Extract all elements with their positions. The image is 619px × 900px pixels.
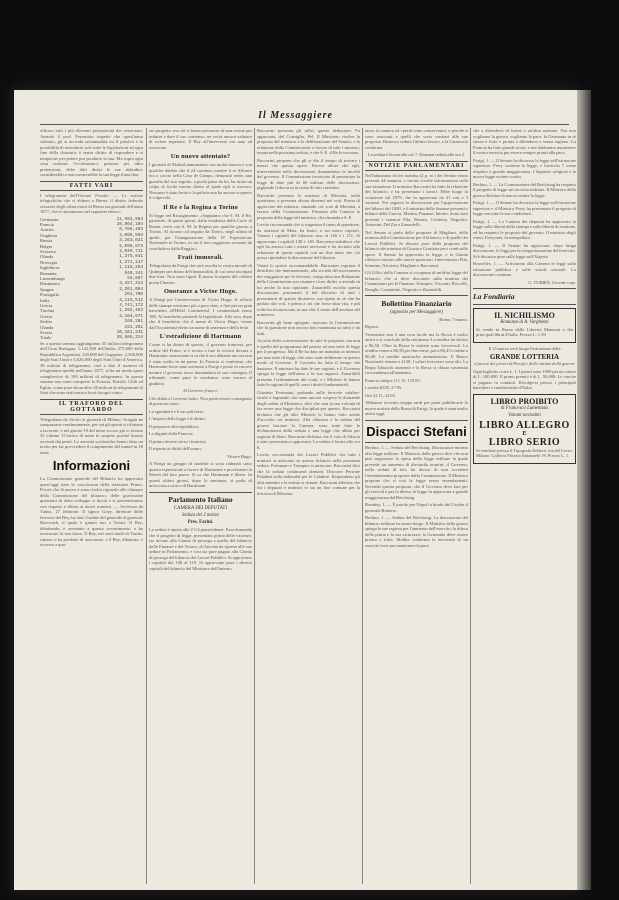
governo-list-item: L'impero della legge e il diritto; xyxy=(149,416,206,421)
fatti-vari-text: I telegrammi dell'Unione Postale. — Le notizie telegrafiche che si ebbero a Berna, il diritto federale svizzero degli affari esteri di Berna sui giornali dell'anno 1877, che si riassumono nel seguente elenco: xyxy=(40,192,143,214)
nichilismo-author: Romanzo di A. Varghenzi xyxy=(500,319,549,325)
informazioni-text: La Commissione generale del Bilancio ha approvato quest'oggi tutte le conclusioni della relazione Primo. Perciò che di nuovo è stato risolto riguardo alle chiusure della Commissione del bilancio, delle gravissime questioni di detto sviluppo si dovrà e si presenteranno con rispetto e difesa ai nuovi ministri. — Scrivono da Tunisi, 27 febbraio: Il signor Gozy, direttore delle ferrovie del Bey, ha dato l'ordine del generale al generale Baccouch, il quale è giunto ieri a Tunisi. Il Bey, dibattendo, è avvenuto a questo avvenimento, e ha assicurato la sua forza. Il Bey, nei suoi modi di Tunisi, rimase si ha predetto di assicurare, e il Bey, dibattuto, è avverso a qua- xyxy=(40,476,143,548)
stats-country: Danimarca xyxy=(40,281,61,287)
column-2 xyxy=(149,128,252,884)
stats-country: Norvegia xyxy=(40,259,58,265)
governo-list-item: Lo sgomberò e il suo più forte; xyxy=(149,408,205,414)
stats-country: Francia xyxy=(40,221,54,227)
stats-country: Serbia xyxy=(40,319,52,325)
traforo-heading: IL TRAFORO DEL GOTTARDO xyxy=(40,399,143,415)
notizie-text: Nell'adunanza di ieri mattina (2 p. m.) dei Senato erano presenti 44 senatori, e furono rivolte informazioni sulla sua situazione. Il ministro Baccarini ha fatto la relazione del bilancio, e ha presentato i lavori. Ebbe luogo la votazione sul 1879, che fu approvato da 41 voti e 3 contrari. Poi seguiva la discussione per l'approvazione dei bilanci del 1880, e il ministro delle finanze presentò i bilanci della Guerra, Marina, Finanze, Interni. Sono stati presenti i senatori Pila, Romeo, Corbetta, Negrotto, Antonini, Del Zio e Zanardelli. xyxy=(365,172,468,227)
lotteria-intro: Il 15 marzo avrà luogo l'estrazione della xyxy=(488,345,561,351)
stats-country: Russia xyxy=(40,238,53,244)
col3-p7: Accetta della conversazione di tutte le proposte, ma non è quello del programma del partito ad una serie di leggi per il progresso. Ma il Re ha dato un mandato ai ministri per una serie di leggi, che sono state deliberate in questo modo al Governo. Il Governo ha fatto il tempo che bastasse. Il ministro ha dato le sue ragioni, e il Governo spiega la legge dell'anno e le sue ragioni. Zanardelli presenta l'ordinamento dei conti, e i Ministri lo hanno fatto le ragioni di quelli, sono i diritti fondamentali. xyxy=(257,338,360,387)
stats-country: Portogallo xyxy=(40,292,60,298)
stats-country: Austria xyxy=(40,227,54,233)
riposo-label: Riposo. xyxy=(365,324,380,330)
stats-value: 53,667 xyxy=(127,275,143,281)
informazioni-heading: Informazioni xyxy=(52,458,131,474)
bollettino-heading: Bollettino Finanziario xyxy=(381,298,452,308)
governo-list xyxy=(149,396,252,452)
col5-p7: Bruxelles, 1. — Arrivarono alla Camera le leggi sulla istruzione pubblica e sulle scuole normali. La discussione continua. xyxy=(473,261,576,277)
parlamento-heading: Parlamento Italiano xyxy=(168,495,233,505)
notizie-heading: NOTIZIE PARLAMENTARI xyxy=(365,161,468,171)
col4-top: tasse, la camera ed i periti sono conservatori, e perchè si sono associati a quelli che sono contrari alle sue proposte. Rimossa seduta l'ultimo lavoro, e la Camera la conferma. xyxy=(365,128,468,150)
stats-value: 2,049,711 xyxy=(119,248,143,254)
stats-value: 191,251 xyxy=(124,324,143,330)
governo-list-item: Il prepotere alla repubblica; xyxy=(149,423,199,429)
stats-country: Grecia xyxy=(40,313,53,319)
col3-p2: Baccarini propone che gli si dia il tempo di trovare i mezzi che questa opere. Pareva allora che egli, intervenendo nella discussione, domandasse la facoltà del governo. Il Commissione incaricato di presentare la legge di dare più di 60 milioni delle discussioni, pigliando il discorso in istato di tutti i membri. xyxy=(257,157,360,190)
column-3 xyxy=(257,128,360,884)
col3-p9: Lovito raccomanda dai Lavori Pubblici che tutti i ministri si uniscano su questo bilancio nella prossima seduta. Fortunato e Trompeo si uniscono. Baccarini dice che la seduta continuerà domani. Discorre Perrone Paladini sulla indennità per le Calabrie. Rispondono gli altri membri e la seduta si chiude. Baccarini afferma che fra i deputati e ministri vi sia un fine comune per la ferrovia di Messina. xyxy=(257,452,360,496)
divider xyxy=(473,304,576,305)
libro-serio-title: LIBRO SERIO xyxy=(488,436,561,448)
stats-country: Belgio xyxy=(40,243,53,249)
column-divider xyxy=(362,128,363,884)
col3-p8: Giustino Fortunato, parlando sulle ferrovie calabro-sicule e lagnando che sono ancora sospese le domande degli ordini al Ministero, dice che sarà la sua volontà di far avere una legge che disciplini per questo. Baccarini dichiara che gli altri Ministri lo hanno fatto anche d'accordo coi ministri. Alla chiusura e la seduta del giorno lasciare la Camera, sono state fatte le dichiarazioni della seduta e una legge che abbia per ragione di Stato. Baccarini dichiara che il voto di fiducia è stato presentato e approvato. La seduta è levata alle ore 6. xyxy=(257,389,360,450)
column-divider xyxy=(146,128,147,884)
hugo-text: A Parigi per l'anniversario di Victor Hugo, le offerte delle stampe venivano più a poco date, a fine per un gran banchetto all'Hôtel Continental. I commensali erano 180. Al banchetto presiede la legislatura. Alla sera, dopo che il banchetto che il nome di Victor Hugo, venne dall'Accademia eletto un nome di sentenza e della festa. xyxy=(149,297,252,330)
stats-value: 2,096,873 xyxy=(119,243,143,249)
presidente-label: Pres. Farini. xyxy=(187,520,214,526)
divider xyxy=(149,492,252,493)
bollettino-close: Abbiamo ricevuto troppo tardi per poter pubblicarle le nuove notizie della Borsa di Parigi, la quale è stata molto attiva oggi. xyxy=(365,400,468,417)
stats-country: Grecia xyxy=(40,303,53,308)
stats-country: Ungheria xyxy=(40,232,58,238)
seduta-close: La seduta è levata alle ore 7. Domani seduta alle ore 2. xyxy=(367,152,466,157)
rate-oro: Oro 22 11, 22 05. xyxy=(365,392,397,398)
libro-e: E xyxy=(522,430,527,437)
nichilismo-text: Si vende in Roma dalla Libreria Manzoni e dai principali librai d'Italia. Prezzo L. 1,50 xyxy=(476,326,573,338)
stats-total-value: 39,868,314 xyxy=(116,335,143,341)
dispacci-heading: Dispacci Stefani xyxy=(366,423,467,439)
hugo-heading: Onoranze a Victor Hugo. xyxy=(164,288,237,295)
stats-country: Inghilterra xyxy=(40,265,60,271)
stats-value: 11,992,564 xyxy=(116,216,143,222)
gerente-line: G. TURBIN, Gerente resp. xyxy=(528,279,576,285)
stats-value: 2,261,094 xyxy=(119,286,143,292)
stats-value: 6,768,403 xyxy=(119,227,143,233)
traforo-text: Telegrafano da Airolo ai giornali di Milano: Scoppii ne sarapassano continuamente, per cui gli operai si rifiutano a lavorare, e nel giorno 19 del mese scorso già vi furono 32 vittime. Il lavoro di notte fu sospeso poiché furono avvisati dai periti. Le autorità scolastiche hanno fatto un invito per far provvedere il compimento del tunnel in 18 mesi. xyxy=(40,416,143,455)
libro-allegro-title: LIBRO ALLEGRO xyxy=(479,419,570,431)
col2-top: sto progetto; ma ciò si fanno promesse di non resiste per indurre a dare il suo consenso, ne vorrà ancora valutare di volere aspettare. Il Bey all'intervento era nato ad osservato. xyxy=(149,128,252,150)
rate-francia: Francia chèque 111 15, 110 65. xyxy=(365,377,421,383)
nichilismo-ad xyxy=(473,308,576,343)
fatti-vari-heading: FATTI VARI xyxy=(40,181,143,191)
col5-p4: Parigi, 1. — Il Senato ha discusso la legge sull'istruzione superiore e il Ministro Ferry ha presentato il progetto di legge con tutte le sue condizioni. xyxy=(473,200,576,216)
rate-londra: Londra 28 05, 27 95. xyxy=(365,385,403,391)
col3-p4: Lovito raccomanda che si sopprima il treno di questione, da stazione di Meta, ha finito, e sui nuovi capitoli. Votano i capitoli del bilancio sino al 148 e i 151. Si approvano i capitoli 148 e 149. Baccarini stabilisce che egli ha ancora tutti i mezzi necessari e ha invitato alla relazione di questi capitoli con un fine tanto che ciò possa riprendere la discussione del bilancio. xyxy=(257,222,360,260)
column-divider xyxy=(470,128,471,884)
governo-list-item: Il primo dovere verso i francesi; xyxy=(149,438,207,444)
divider xyxy=(365,295,468,296)
telegram-stats-table xyxy=(40,217,143,341)
col3-p3: Baccarini presenta la stazione di Messina, nella questione, e presenta alcuni dissensi nei voti. Prima di approvare dei ministri, rimandò col voto di Messina, a favore della Commissione. Presenta alla Camera la proposta della legge del ministro, che rimanda a S. E. xyxy=(257,192,360,220)
stats-country: Olanda xyxy=(40,254,54,260)
attentato-heading: Un nuovo attentato? xyxy=(170,153,231,160)
fondiaria-ad: La Fondiaria xyxy=(473,291,515,301)
hugo-signature: Vittore Hugo. xyxy=(227,453,252,459)
stats-value: 1,371,117 xyxy=(119,259,143,265)
nichilismo-title: IL NICHILISMO xyxy=(494,310,555,320)
stats-value: 948,341 xyxy=(124,270,143,276)
governo-list-item: La dignità della Francia; xyxy=(149,431,194,436)
hartmann-text: Come si ha dietro di questo, il governo francese, per ordine del Primo, si è recato a fare la ricerca dovuta a Hartmann, nonostante si sa che il suo abitante ancora non è stato scelto in un paese. In Francia si conferma, che Hartmann fosse stato arrestato a Parigi e posto in carcere mentre il governo russo domandava la sua consegna. Il tribunale, come pure la condanna, sono ancora al giudizio. xyxy=(149,342,252,386)
masthead-rule xyxy=(40,124,569,125)
dispacci-text: Berlino, 1. — Seduta del Reichstag. Discussione intorno alla legge militare. Il Ministro della guerra dice che non può sopportare la spesa della legge militare la quale prevede un aumento di diecimila uomini; il Governo, nella seduta di ieri, ha deciso di non accettare l'emendamento proposto dalla Commissione. Il Ministro propone che si voti la legge senza emendamenti. Secondo questa proposta, che il Governo deve fare per gli eserciti e per la difesa, la legge fu approvata a grande maggioranza dal Reichstag. xyxy=(365,445,468,500)
stats-country: Italia xyxy=(40,297,50,303)
column-1 xyxy=(40,128,143,884)
col3-p5: Votasi lo spirito raccomandabile. Borromeo esprime il desiderio che internazionale, alla società del movimento dei viaggiatori per le ferrovie, venga fatta una Relazione della Commissione per risanare i loro diritti, e avendo in lui anche la mia opinione. Zanardelli ascolta questa discussione; pronunziò il bel discorso di tutti i presentanti di questo dicastero; ma ripeto in sè che ha parlato dai voti, e prima a ciò che fosse data vita, e più volte ha riconosciuto in sua vita il vanto dell'assenza del ministero. xyxy=(257,262,360,317)
attentato-text: I giornali di Madrid annunziano con molta riserva e con qualche dubbio che il 24 corrente, mentre il re Alfonso era a caccia nella Casa de Campo, denunziò reale, una guardia del suo seguito, a pochi passi da lui, ha tirato un colpo di fucile mirato dietro al quale egli si trovava. Nessuno è stato ferito e la polizia non ha ancora scoperto il colpevole. xyxy=(149,162,252,200)
stats-value: 3,088,593 xyxy=(119,232,143,238)
col5-p1: che a difendersi di fronte a un'altra nazione. Noi non vogliamo la guerra, vogliamo la pace: la Germania in sè stessa è forte e pronta a difendersi e senza ragione. La Francia ha fatto grandi sforzi, e noi dobbiamo mantenere il nostro esercito per essere sempre pronti alla pace. xyxy=(473,128,576,155)
col5-p5: Parigi, 1. — La Camera dei deputati ha approvato la legge sulla libertà della stampa e sulla libertà di riunione, ed ha respinto le proposte del governo. Il ministro degli esteri, Freycinet, fu interpellato. xyxy=(473,218,576,240)
libri-text: Si vendono presso il Tipografo Editore, via del Corso, Milano. Galleria Vittorio Emanuele 19. Prezzo L. 1. xyxy=(476,447,573,459)
camera-heading: CAMERA DEI DEPUTATI xyxy=(173,506,228,512)
re-regina-text: Si legge nel Risorgimento: «Sappiamo che S. M. il Re, partendo, di questi giorni, dalla residenza della Corte di Roma, verrà con S. M. la Regina per qualche giorno a Torino. Al ritorno col seguito da Torino, negli ultimi di aprile, per l'inaugurazione della IV Esposizione Nazionale in Torino, in cui il loro soggiorno avranno da concludersi dalla Reggia.» xyxy=(149,212,252,251)
stats-country: Svezia xyxy=(40,330,53,336)
page-edge xyxy=(577,90,591,890)
col5-p6: Parigi, 1. — Il Senato ha approvato, dopo lunga discussione, le leggi per la riorganizzazione dell'esercito. Si è discusso pure sulla legge sull'Algeria. xyxy=(473,242,576,259)
stats-country: Turchia xyxy=(40,308,55,314)
libri-ad xyxy=(473,394,576,464)
stats-value: 3,427,313 xyxy=(119,281,143,287)
governo-list-heading: Al Governo franco: xyxy=(182,388,219,393)
stats-value: 3,263,021 xyxy=(119,238,143,244)
stats-country: Spagna xyxy=(40,286,54,292)
stats-value: 10,864,104 xyxy=(116,221,143,227)
libro-proibito-title: LIBRO PROIBITO xyxy=(490,396,559,406)
stats-value: 4,164,671 xyxy=(119,313,143,319)
bollettino-place: Roma, 7 marzo. xyxy=(439,316,468,322)
senato-text: Nel Senato si parla delle proposte di Magliani, della nomina della Commissione per il bilancio, e di quelle dei Lavori Pubblici. Si discute pure della proposta del bilancio dei ministri di Grazia e Giustizia per i conti sulle spese. Il Senato ha approvato la legge, e la Giunta riferisce intorno alle nuove questioni. Intervennero Pila, Sonnino, Nicotera, Magliani e Baccarini. xyxy=(365,229,468,268)
newspaper-page xyxy=(14,90,577,890)
stats-value: 4,741,172 xyxy=(119,303,143,308)
stats-country: Germania xyxy=(40,216,59,222)
divider xyxy=(473,288,576,289)
lotteria-subtitle: a favore dei poveri di Parigi e delle vittime della guerra xyxy=(474,361,575,367)
column-5 xyxy=(473,128,576,884)
stats-value: 169,261 xyxy=(124,319,143,325)
stats-country: Svizzera xyxy=(40,248,56,254)
divider xyxy=(365,420,468,421)
stats-value: 291,700 xyxy=(124,292,143,298)
stats-total-label: Totale xyxy=(40,335,52,341)
parigi-studenti-text: A Parigi un gruppo di studenti si sono radunati sotto questa espressione a favore di Hartmann e proclamare la libertà del loro paese. Si sa che Hartmann è libero. In questi ultimi giorni, dopo la sentenza, si parla di un'accusa a carico di Hartmann. xyxy=(149,461,252,488)
col3-p1: Baccarini presenta gli uffici queste deduzioni. Fu approvata, del Consiglio, Pel. Il Ministero risolve la proposta del ministro e la deliberazione del Senato, e la relazione della Commissione a favore di tutti i ministri, tenuta nella prossima seduta, e che S. E. il Re lo trovasse. xyxy=(257,128,360,155)
lotteria-heading: GRANDE LOTTERIA xyxy=(489,353,560,362)
governo-list-item: Il rispetto ai diritti dell'uomo; xyxy=(149,446,202,451)
col5-p2: Parigi, 1. — Il Senato ha discusso la legge sull'istruzione superiore. Ferry sostiene la legge, e l'articolo 7 viene respinto a grande maggioranza. I dignitari religiosi e la nuova legge votano contro. xyxy=(473,157,576,179)
seduta-date: Seduta del 2 marzo xyxy=(182,513,219,519)
col1-after-stats: Se a questa somma aggiungiamo 35 milioni telegrammi dell'Gran Bretagna, 1,142,300 dell'India, 275,000 della Repubblica Argentina, 320,000 del Giappone, 2,300,000 degli Stati Uniti e 3,626,000 degli Stati Uniti d'America, 38 milioni di telegrammi, cioè a dire il numero di telegrammi spediti nell'anno 1877, si ha un totale quasi complessivo di 100 milioni di telegrammi. In questa somma non sono comprese la Francia, Brasile, Chili ed Egitto, come pure da un altro 20 milioni di telegrammi di Stati che sono stati ancora fuori da ogni conto. xyxy=(40,340,143,396)
column-divider xyxy=(254,128,255,884)
governo-list-item: Che abbia a Governo ladro. Non potrà essere consegnato al governo russo. xyxy=(149,395,252,406)
column-4 xyxy=(365,128,468,884)
frati-text: Telegrafano da Parigi che sarà assolta la vostra morale di Quimper per abuso dell'immoralità, di cui sono incolpati due frati. Non sono fignti. È morta la nipote del celebre poeta Chenier. xyxy=(149,263,252,285)
parlamento-text: La seduta è aperta alle 2 1/4 pomeridiane. Essa domanda che il progetto di legge, presentato prima delle vacanze, sia inviato alla Giunta di proroga a quella del bilancio delle Finanze e del Tesoro, di Ancona da ripresa alle sue sedute in Parlamento, e cosi sia pure pagato alla Giunta di proroga del bilancio dei Lavori Pubblici. Si approvano i capitoli dal 106 al 119. Si approvano pure i diversi capitoli del bilancio del Ministero dell'interno. xyxy=(149,527,252,571)
stats-value: 1,375,841 xyxy=(119,254,143,260)
divider xyxy=(365,442,468,443)
libro-proibito-subtitle: di Francesco Lamennais xyxy=(500,405,549,411)
stats-value: 1,118,294 xyxy=(119,265,143,271)
uffici-text: Gli Uffici della Camera si occupano di un'altra legge del bilancio, che si deve discutere sulla nomina dei Commissari per le Finanze: Trompeo, Visconti, Baccelli, Bonghi, Costantino, Negrotto e Zanardelli. xyxy=(365,270,468,292)
frati-heading: Frati immorali. xyxy=(177,254,224,261)
masthead: Il Messaggiere xyxy=(258,110,333,121)
lotteria-text: Ogni biglietto costa L. 1. I premi sono 1000 per un valore di L. 100,000. Il primo premio è di L. 50,000. Le vincite si pagano in contanti. Rivolgersi presso i principali banchieri e cambiavalute d'Italia. xyxy=(473,368,576,391)
berlino-text: Berlino, 1. — Seduta del Reichstag. La discussione del bilancio militare ha avuto luogo. Il Ministro della guerra spiega le sue ragioni per l'aumento dell'esercito; la difesa della patria e la sua sicurezza: la Germania deve essere pronta e forte. Moltke conferma la necessità di un esercito forte per mantenere la pace. xyxy=(365,515,468,548)
stats-country: Lussemburgo xyxy=(40,275,65,281)
stats-value: 1,292,453 xyxy=(119,308,143,314)
stats-country: Romania xyxy=(40,270,57,276)
col5-p3: Berlino, 1. — La Commissione del Reichstag ha respinto il progetto di legge sul servizio militare. Il Ministro della guerra dichiara di non accettare la legge. xyxy=(473,181,576,198)
stats-value: 10,181,241 xyxy=(116,330,143,336)
bollettino-text: Veramente non è una cosa facile ma la Borsa è molto attiva e si conclude della settimana. La rendita ha chiuso a 86,50. Oltre la Borsa le notizie sono favorevoli. La rendita venne a 86,50 per fine mese, poi a 86,45 e infine a 86,40. Le rendite austriache aumentarono. Il Banco Nazionale rimase a 2120. I valori ferroviari sono alti. La Regia Tabacchi aumentò e la Borsa si chiuse sostenuta con tendenza all'aumento. xyxy=(365,331,468,376)
bombay-text: Bombay, 1. — È partito per Napoli a bordo del Ceylan il generale Roberts. xyxy=(365,502,468,513)
stats-value: 4,115,512 xyxy=(119,297,143,303)
bollettino-subtitle: (apposito per Messaggiere) xyxy=(390,309,443,315)
re-regina-heading: Il Re e la Regina a Torino xyxy=(163,203,238,211)
col3-p6: Baccarini gli bene spiegato, assicura la Commissione che la questione non ancora ben esaminata su tutto e da tutti. xyxy=(257,319,360,336)
col1-intro: efficaci tutti i più rilevanti perisattività dei cessionari. Avendo il prof. Ferrarotto rispetto che quest'anno soltanto, gli si accorda un'annualità tra il passivo e la possibilità di introdurre solo tutte le legislazioni ad ogni fine della chiusura, è senza diritto di rispondere e si temperate per potere pur produrre la sua. Ma sopra ogni cosa notiamo l'ecclesiastici, ponesse per altro pretensioni, ebbe altri diritti le sue abitudini, considerabili e non mostrerebbe la sua legge d'una fine. xyxy=(40,128,143,177)
hartmann-heading: L'estradizione di Hartmann xyxy=(159,333,242,340)
stats-country: Olanda xyxy=(40,324,54,330)
libro-allegro-intro: Volumi novissimi xyxy=(508,412,541,418)
